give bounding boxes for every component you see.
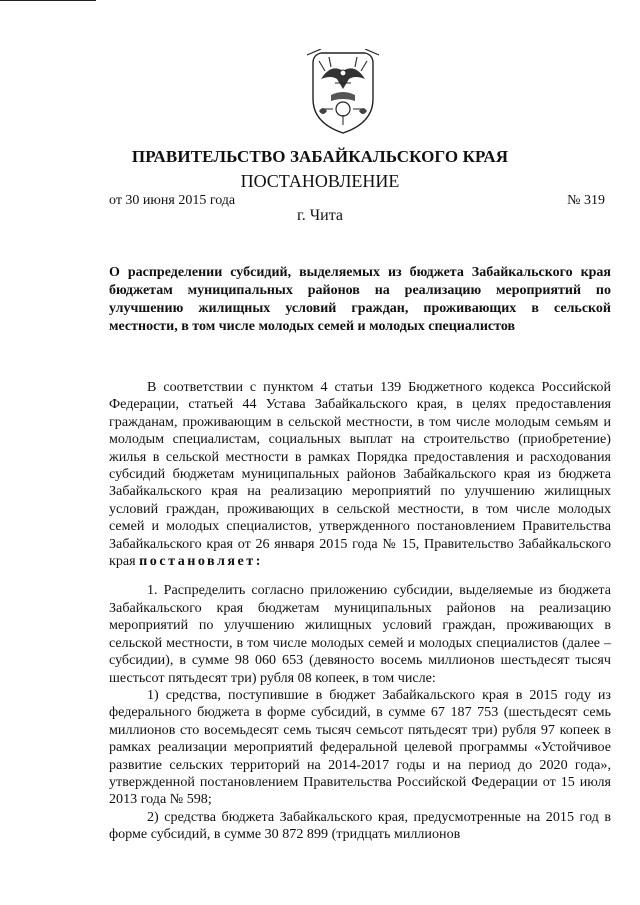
preamble-paragraph (109, 379, 611, 570)
document-number: № 319 (567, 193, 605, 208)
preamble-text: В соответствии с пунктом 4 статьи 139 Бюджетного кодекса Российской Федерации, статьей 44 Устава Забайкальского края, в целях предоставления гражданам, проживающим в сельской местности, в том числе молодым семьям и молодым специалистам, социальных выплат на строительство (приобретение) жилья в сельской местности в рамках Порядка предоставления и расходования субсидий бюджетам муниципальных районов Забайкальского края из бюджета Забайкальского края на реализацию мероприятий по улучшению жилищных условий граждан, проживающих в сельской местности, в том числе молодых семей и молодых специалистов, утвержденного постановлением Правительства Забайкальского края от 26 января 2015 года № 15, Правительство Забайкальского края (109, 379, 611, 570)
item-1-1-paragraph: 1) средства, поступившие в бюджет Забайкальского края в 2015 году из федерального бюджета в форме субсидий, в сумме 67 187 753 (шестьдесят семь миллионов сто восемьдесят семь тысяч семьсот пятьдесят три) рубля 97 копеек в рамках реализации мероприятий федеральной целевой программы «Устойчивое развитие сельских территорий на 2014-2017 годы и на период до 2020 года», утвержденной постановлением Правительства Российской Федерации от 15 июля 2013 года № 598; (109, 686, 611, 808)
resolution-title: О распределении субсидий, выделяемых из бюджета Забайкальского края бюджетам муниципальных районов на реализацию мероприятий по улучшению жилищных условий граждан, проживающих в сельской местности, в том числе молодых семей и молодых специалистов (109, 265, 611, 334)
item-1-2-paragraph: 2) средства бюджета Забайкальского края, предусмотренные на 2015 год в форме субсидий, в сумме 30 872 899 (тридцать миллионов (109, 808, 611, 843)
document-city: г. Чита (296, 207, 343, 224)
document-date: от 30 июня 2015 года (109, 193, 236, 208)
document-body (109, 379, 611, 844)
government-name: ПРАВИТЕЛЬСТВО ЗАБАЙКАЛЬСКОГО КРАЯ (131, 147, 509, 166)
corner-scan-line (0, 0, 96, 1)
item-1-paragraph: 1. Распределить согласно приложению субсидии, выделяемые из бюджета Забайкальского края бюджетам муниципальных районов на реализацию мероприятий по улучшению жилищных условий граждан, проживающих в сельской местности, в том числе молодых семей и молодых специалистов (далее – субсидии), в сумме 98 060 653 (девяносто восемь миллионов шестьдесят тысяч шестьсот пятьдесят три) рубля 08 копеек, в том числе: (109, 582, 611, 686)
decree-word: постановляет: (139, 553, 263, 570)
document-type: ПОСТАНОВЛЕНИЕ (240, 171, 400, 191)
coat-of-arms-icon (301, 49, 385, 137)
